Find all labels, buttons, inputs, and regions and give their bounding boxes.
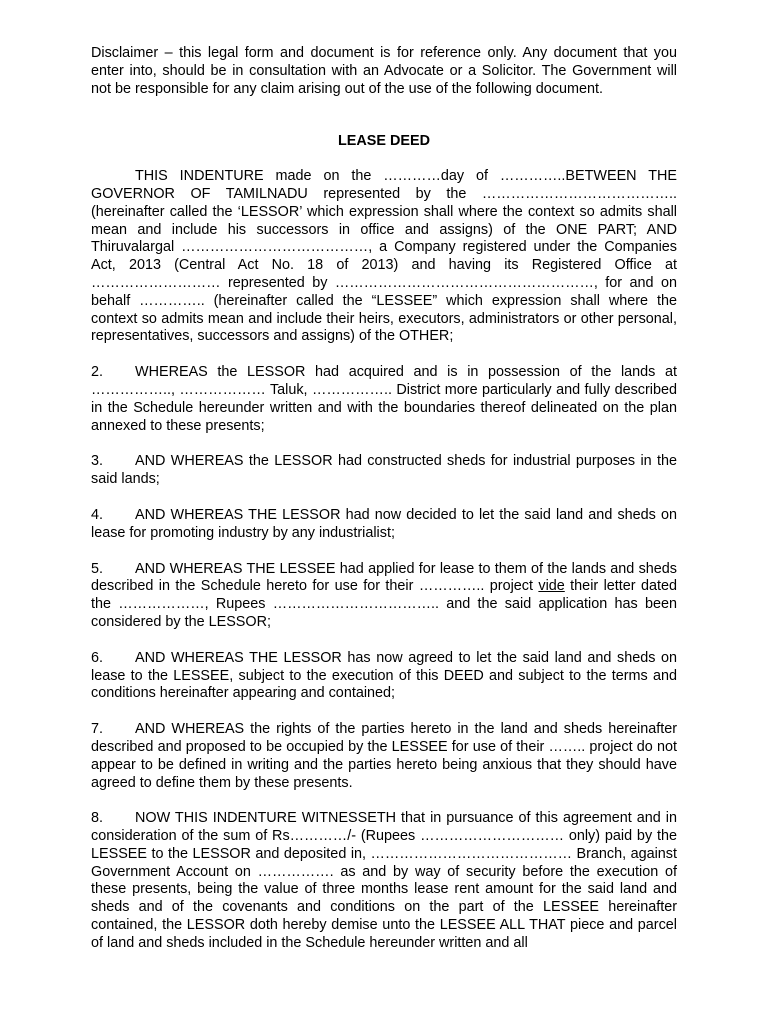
clause-text: AND WHEREAS THE LESSOR has now agreed to let the said land and sheds on lease to the LESSEE, subject to the execution of this DEED and subject to the terms and conditions hereinafter appearing and contained;	[91, 649, 677, 702]
clause-number: 4.	[91, 506, 104, 523]
clause-number: 7.	[91, 721, 104, 738]
clause-text: AND WHEREAS the rights of the parties hereto in the land and sheds hereinafter described and proposed to be occupied by the LESSEE for use of their …….. project do not appear to be defined in writing and the parties hereto being anxious that they should have agreed to define them by these presents.	[91, 721, 677, 791]
clause-number: 6.	[91, 649, 104, 666]
clause-3	[91, 453, 677, 489]
clause-text: AND WHEREAS THE LESSOR had now decided to let the said land and sheds on lease for promoting industry by any industrialist;	[91, 506, 677, 541]
disclaimer-paragraph: Disclaimer – this legal form and document is for reference only. Any document that you enter into, should be in consultation with an Advocate or a Solicitor. The Government will not be responsible for any claim arising out of the use of the following document.	[91, 45, 677, 97]
preamble-paragraph: THIS INDENTURE made on the …………day of …………..BETWEEN THE GOVERNOR OF TAMILNADU represented by the ………………………………….. (hereinafter called the ‘LESSOR’ which expression shall where the context so admits shall mean and include his successors in office and assigns) of the ONE PART; AND Thiruvalargal …………………………………, a Company registered under the Companies Act, 2013 (Central Act No. 18 of 2013) and having its Registered Office at ……………………… represented by ………………………………………………, for and on behalf ………….. (hereinafter called the “LESSEE” which expression shall where the context so admits mean and include their heirs, executors, administrators or other personal, representatives, successors and assigns) of the OTHER;	[91, 168, 677, 345]
clause-text-after: their letter dated the ………………, Rupees …………………………….. and the said application has been considered by the LESSOR;	[91, 578, 677, 630]
clause-7	[91, 721, 677, 792]
clause-text: WHEREAS the LESSOR had acquired and is in possession of the lands at …………….., ……………… Taluk, …………….. District more particularly and fully described in the Schedule hereunder written and with the boundaries thereof delineated on the plan annexed to these presents;	[91, 364, 677, 434]
clause-number: 5.	[91, 560, 104, 577]
clause-number: 3.	[91, 453, 104, 470]
clause-text-before: AND WHEREAS THE LESSEE had applied for lease to them of the lands and sheds described in the Schedule hereto for use for their ………….. project	[91, 560, 677, 595]
clause-number: 2.	[91, 364, 104, 381]
clause-number: 8.	[91, 810, 104, 827]
clause-6	[91, 650, 677, 703]
clause-4	[91, 507, 677, 543]
clause-5	[91, 561, 677, 632]
clause-8	[91, 810, 677, 952]
clause-2	[91, 364, 677, 435]
clause-text: NOW THIS INDENTURE WITNESSETH that in pursuance of this agreement and in consideration of the sum of Rs…………/- (Rupees ………………………… only) paid by the LESSEE to the LESSOR and deposited in, …………………………………… Branch, against Government Account on ……………. as and by way of security before the execution of these presents, being the value of three months lease rent amount for the said land and sheds and of the covenants and conditions on the part of the LESSEE hereinafter contained, the LESSOR doth hereby demise unto the LESSEE ALL THAT piece and parcel of land and sheds included in the Schedule hereunder written and all	[91, 810, 677, 951]
document-title: LEASE DEED	[338, 133, 430, 150]
clause-text-underlined: vide	[538, 578, 565, 595]
clause-text: AND WHEREAS the LESSOR had constructed sheds for industrial purposes in the said lands;	[91, 453, 677, 488]
